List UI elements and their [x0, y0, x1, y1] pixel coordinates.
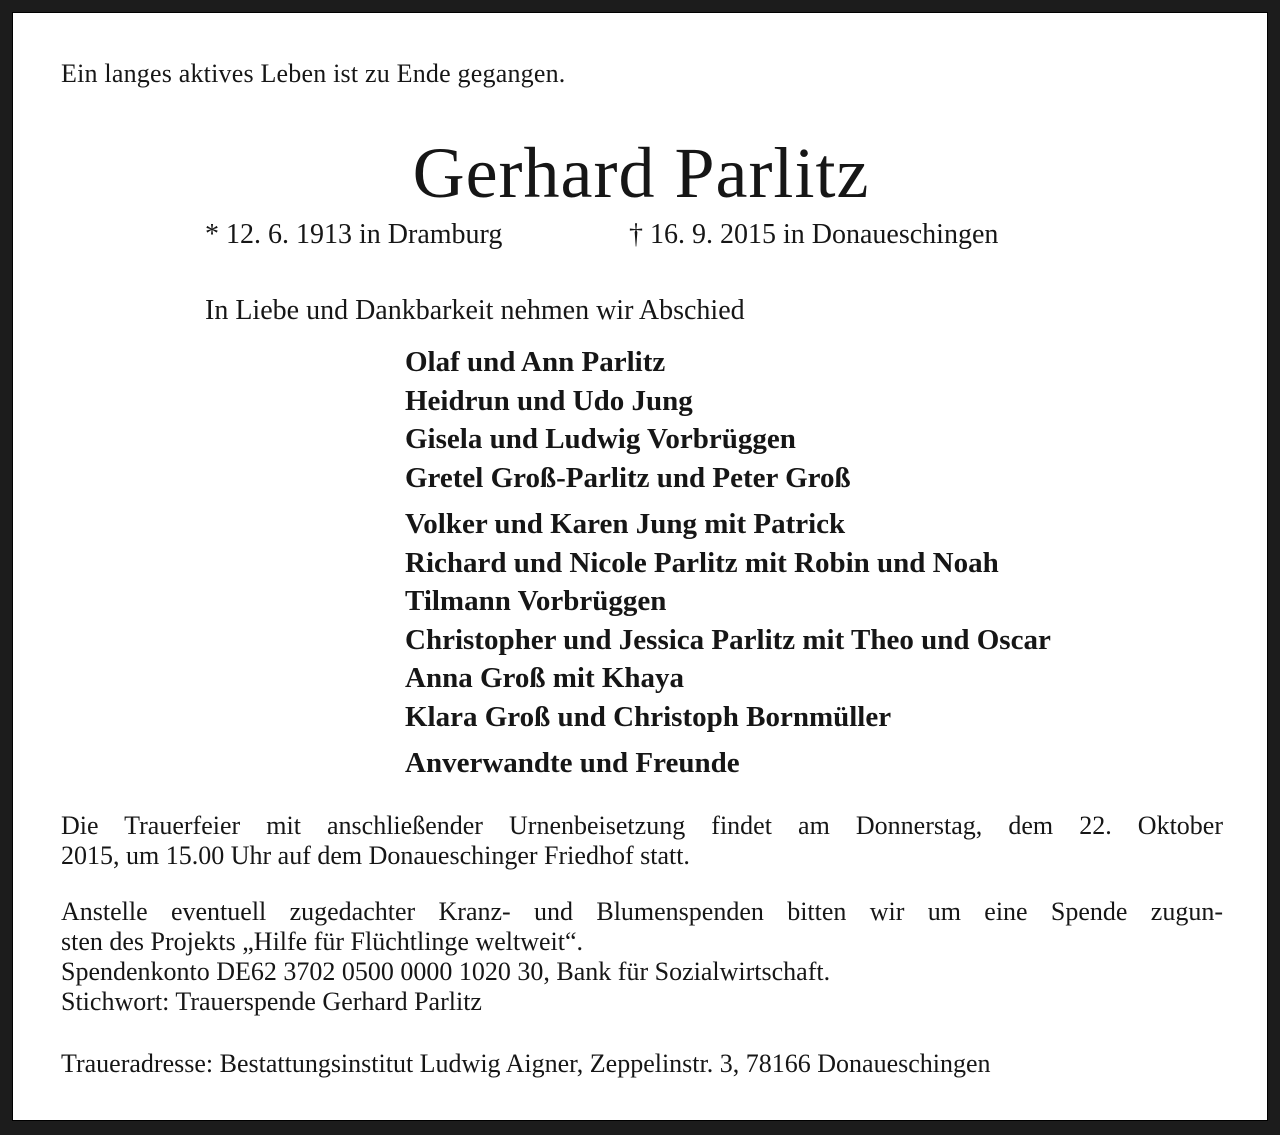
- farewell-text: In Liebe und Dankbarkeit nehmen wir Abschied: [205, 295, 745, 326]
- mourner-entry: Tilmann Vorbrüggen: [405, 585, 667, 617]
- mourner-entry: Heidrun und Udo Jung: [405, 384, 693, 417]
- birth-date: * 12. 6. 1913 in Dramburg: [205, 219, 503, 250]
- obituary-notice: [12, 12, 1268, 1121]
- donation-account: Spendenkonto DE62 3702 0500 0000 1020 30, Bank für Sozialwirtschaft.: [61, 957, 831, 986]
- donation-line: Anstelle eventuell zugedachter Kranz- und Blumenspenden bitten wir um eine Spende zugun-: [61, 897, 1223, 926]
- mourner-entry: Christopher und Jessica Parlitz mit Theo und Oscar: [405, 623, 1051, 656]
- deceased-name: Gerhard Parlitz: [412, 133, 870, 213]
- mourner-entry: Richard und Nicole Parlitz mit Robin und Noah: [405, 546, 999, 579]
- ceremony-line: 2015, um 15.00 Uhr auf dem Donaueschinger Friedhof statt.: [61, 841, 690, 870]
- ceremony-paragraph: [61, 811, 1223, 871]
- donation-line: sten des Projekts „Hilfe für Flüchtlinge weltweit“.: [61, 927, 584, 956]
- mourner-entry: Gretel Groß-Parlitz und Peter Groß: [405, 461, 851, 494]
- mourner-entry: Gisela und Ludwig Vorbrüggen: [405, 423, 796, 455]
- donation-paragraph: [61, 897, 1223, 1017]
- funeral-address: Traueradresse: Bestattungsinstitut Ludwig Aigner, Zeppelinstr. 3, 78166 Donaueschingen: [61, 1049, 991, 1078]
- mourners-list: [405, 343, 1051, 783]
- mourner-entry: Anna Groß mit Khaya: [405, 662, 685, 694]
- mourner-entry: Anverwandte und Freunde: [405, 747, 740, 779]
- mourner-entry: Olaf und Ann Parlitz: [405, 346, 666, 378]
- donation-keyword: Stichwort: Trauerspende Gerhard Parlitz: [61, 987, 482, 1016]
- ceremony-line: Die Trauerfeier mit anschließender Urnenbeisetzung findet am Donnerstag, dem 22. Oktober: [61, 811, 1223, 840]
- mourner-entry: Volker und Karen Jung mit Patrick: [405, 508, 846, 540]
- intro-text: Ein langes aktives Leben ist zu Ende gegangen.: [61, 59, 566, 88]
- mourner-entry: Klara Groß und Christoph Bornmüller: [405, 700, 892, 733]
- death-date: † 16. 9. 2015 in Donaueschingen: [629, 219, 999, 250]
